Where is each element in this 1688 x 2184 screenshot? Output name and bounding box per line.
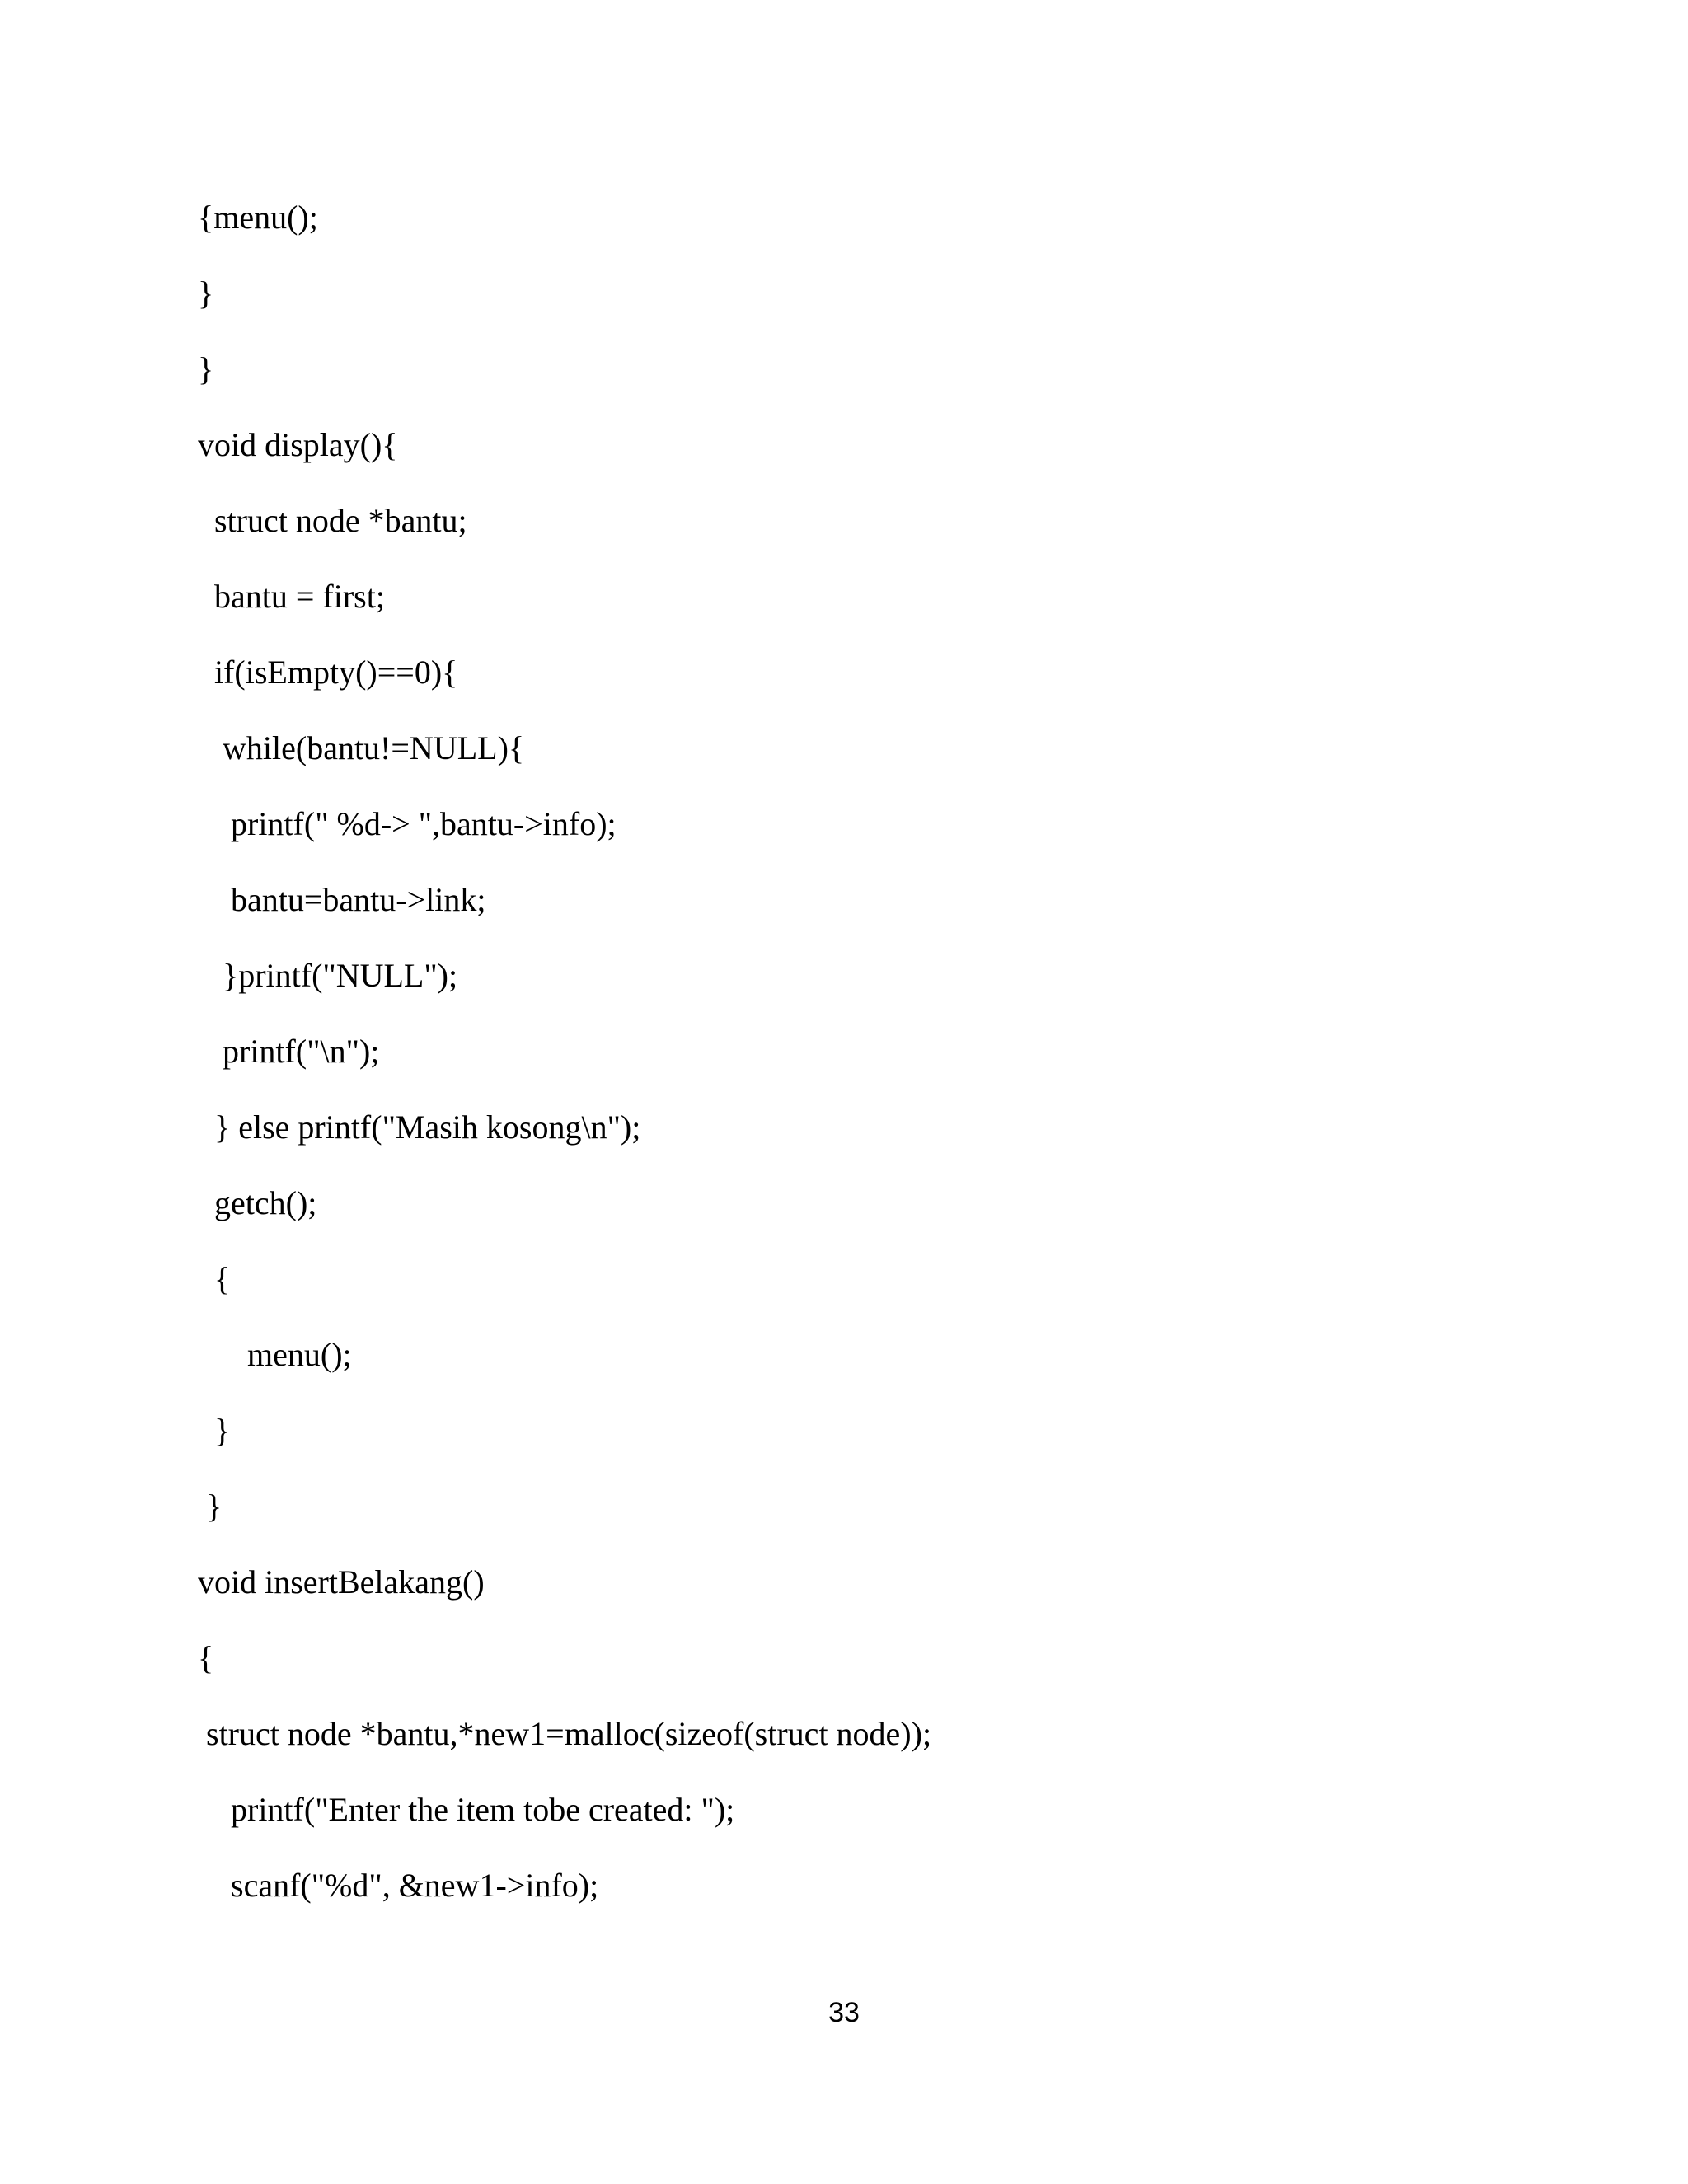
code-line: printf("Enter the item tobe created: ");: [198, 1791, 735, 1828]
code-line: struct node *bantu,*new1=malloc(sizeof(struct node));: [198, 1715, 932, 1752]
code-line: void display(){: [198, 426, 398, 463]
code-line: scanf("%d", &new1->info);: [198, 1867, 599, 1904]
code-line: {menu();: [198, 199, 318, 236]
code-line: printf("\n");: [198, 1033, 380, 1070]
code-line: void insertBelakang(): [198, 1563, 485, 1601]
code-line: if(isEmpty()==0){: [198, 654, 458, 691]
code-line: while(bantu!=NULL){: [198, 729, 525, 766]
code-line: getch();: [198, 1184, 317, 1221]
code-line: }: [198, 1412, 231, 1449]
code-line: } else printf("Masih kosong\n");: [198, 1108, 641, 1146]
code-line: }: [198, 1488, 223, 1525]
code-line: {: [198, 1260, 231, 1297]
code-line: }: [198, 274, 214, 312]
code-line: {: [198, 1639, 214, 1676]
code-line: }printf("NULL");: [198, 957, 458, 994]
code-line: struct node *bantu;: [198, 502, 467, 539]
code-line: }: [198, 350, 214, 387]
code-line: printf(" %d-> ",bantu->info);: [198, 805, 617, 842]
page-number: 33: [828, 1997, 860, 2028]
code-line: bantu=bantu->link;: [198, 881, 486, 918]
code-line: menu();: [198, 1336, 352, 1373]
code-line: bantu = first;: [198, 578, 385, 615]
